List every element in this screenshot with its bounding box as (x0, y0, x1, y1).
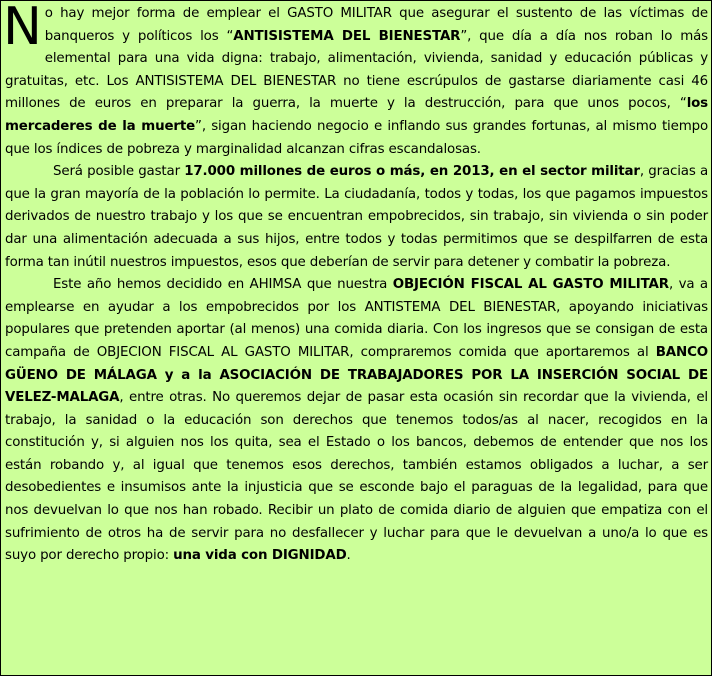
paragraph (5, 274, 708, 568)
bold-text: ANTISISTEMA DEL BIENESTAR (233, 28, 461, 44)
drop-cap: N (3, 0, 42, 57)
bold-text: 17.000 millones de euros o más, en 2013, en el sector militar (184, 164, 640, 180)
bold-text: una vida con DIGNIDAD (173, 548, 347, 564)
text-run: o hay mejor forma de emplear el GASTO MILITAR que asegurar el sustento de las víctimas de banqueros y políticos los “ (44, 6, 708, 44)
text-run: ”, sigan haciendo negocio e inflando sus grandes fortunas, al mismo tiempo que los índices de pobreza y marginalidad alcanzan cifras escandalosas. (5, 118, 708, 157)
bold-text: los mercaderes de la muerte (5, 96, 708, 134)
text-run: . (346, 548, 351, 564)
text-run: , gracias a que la gran mayoría de la población lo permite. La ciudadanía, todos y todas, los que pagamos impuestos derivados de nuestro trabajo y los que se encuentran empobrecidos, sin trabajo, sin vivienda o sin poder dar una alimentación adecuada a sus hijos, entre todos y todas permitimos que se despilfarren de esta forma tan inútil nuestros impuestos, esos que deberían de servir para detener y combatir la pobreza. (5, 164, 709, 270)
paragraph (5, 161, 708, 274)
bold-text: BANCO GÜENO DE MÁLAGA y a la ASOCIACIÓN DE TRABAJADORES POR LA INSERCIÓN SOCIAL DE VELEZ-MALAGA (5, 344, 708, 406)
text-run: Será posible gastar (53, 164, 185, 180)
text-run: , entre otras. No queremos dejar de pasar esta ocasión sin recordar que la vivienda, el trabajo, la sanidad o la educación son derechos que tenemos todos/as al nacer, recogidos en la constitución y, si alguien nos los quita, sea el Estado o los bancos, debemos de entender que nos los están robando y, al igual que tenemos esos derechos, también estamos obligados a luchar, a ser desobedientes e insumisos ante la injusticia que se esconde bajo el paraguas de la legalidad, para que nos devuelvan lo que nos han robado. Recibir un plato de comida diario de alguien que empatiza con el sufrimiento de otros ha de servir para no desfallecer y luchar para que le devuelvan a uno/a lo que es suyo por derecho propio: (5, 390, 708, 564)
paragraph (3, 0, 708, 161)
document-body (3, 0, 709, 568)
text-run: , va a emplearse en ayudar a los empobrecidos por los ANTISTEMA DEL BIENESTAR, apoyando iniciativas populares que pretenden aportar (al menos) una comida diaria. Con los ingresos que se consigan de esta campaña de OBJECION FISCAL AL GASTO MILITAR, compraremos comida que aportaremos al (5, 277, 708, 360)
text-run: ”, que día a día nos roban lo más elemental para una vida digna: trabajo, alimentación, vivienda, sanidad y educación públicas y gratuitas, etc. Los ANTISISTEMA DEL BIENESTAR no tiene escrúpulos de gastarse diariamente casi 46 millones de euros en preparar la guerra, la muerte y la destrucción, para que unos pocos, “ (5, 28, 708, 112)
text-run: Este año hemos decidido en AHIMSA que nuestra (53, 277, 393, 293)
bold-text: OBJECIÓN FISCAL AL GASTO MILITAR (392, 277, 669, 293)
